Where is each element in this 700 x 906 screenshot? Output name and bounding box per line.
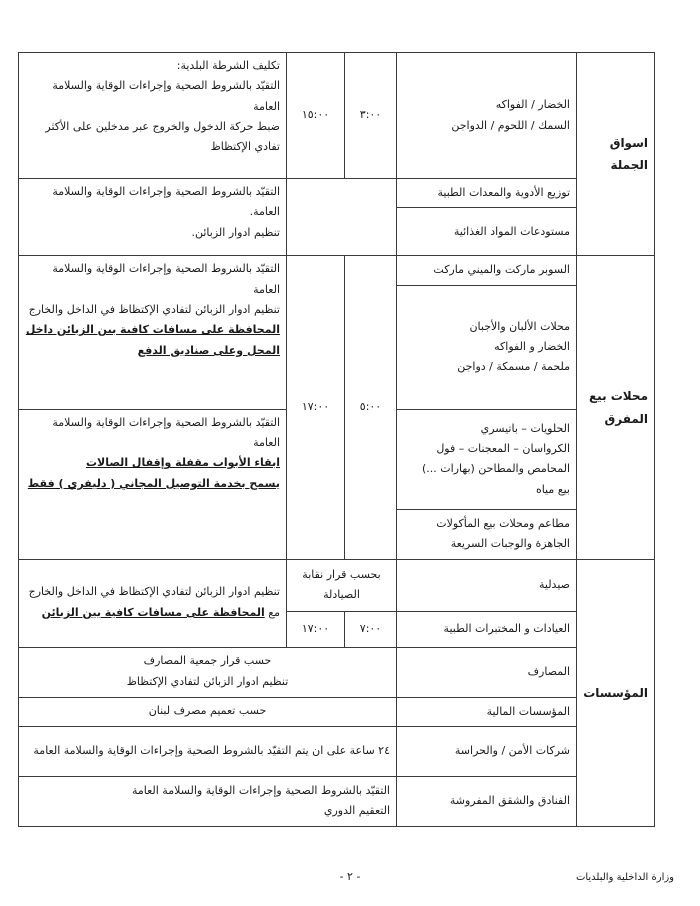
time-to-clinics: ١٧:٠٠ (287, 611, 345, 647)
sweets-label-4: بيع مياه (535, 482, 570, 496)
row-supermarket-label: السوبر ماركت والميني ماركت (397, 256, 577, 285)
note-line: التقيّد بالشروط الصحية وإجراءات الوقاية والسلامة العامة (131, 783, 390, 797)
note-line: تنظيم ادوار الزبائن لتفادي الإكتظاظ (126, 674, 289, 688)
health-note-prefix: تنظيم ادوار الزبائن لتفادي الإكتظاظ في الداخل والخارج مع (28, 585, 280, 619)
note-line: تكليف الشرطة البلدية: (176, 59, 280, 72)
dairy-label-1: محلات الألبان والأجبان (469, 319, 570, 333)
category-wholesale-markets: اسواق الجملة (577, 53, 655, 256)
notes-security (19, 727, 397, 777)
row-medicine-label: توزيع الأدوية والمعدات الطبية (397, 179, 577, 208)
note-line: التعقيم الدوري (323, 804, 390, 818)
sweets-label-3: المحامص والمطاحن (بهارات ...) (422, 462, 570, 476)
notes-medicine (19, 179, 287, 256)
produce-label-1: الخضار / الفواكه (495, 98, 570, 112)
page-number: - ٢ - (339, 870, 361, 883)
category-retail: محلات بيع المفرق (577, 256, 655, 559)
dairy-label-3: ملحمة / مسمكة / دواجن (457, 360, 570, 374)
notes-hotels (19, 777, 397, 827)
restaurants-label-1: مطاعم ومحلات بيع المأكولات (436, 516, 570, 530)
row-pharmacy-label: صيدلية (397, 559, 577, 611)
produce-label-2: السمك / اللحوم / الدواجن (451, 118, 570, 132)
row-dairy-labels (397, 285, 577, 409)
note-line: حسب تعميم مصرف لبنان (148, 704, 267, 718)
time-from-wholesale: ٣:٠٠ (345, 53, 397, 179)
note-line: ٢٤ ساعة على ان يتم التقيّد بالشروط الصحية وإجراءات الوقاية والسلامة العامة (33, 743, 390, 757)
note-line: التقيّد بالشروط الصحية وإجراءات الوقاية والسلامة العامة (52, 79, 280, 113)
notes-wholesale (19, 53, 287, 179)
time-from-retail: ٥:٠٠ (345, 256, 397, 559)
restaurants-label-2: الجاهزة والوجبات السريعة (450, 537, 570, 551)
note-line-emphasis: يسمح بخدمة التوصيل المجاني ( دليفري ) فقط (27, 476, 280, 490)
row-banks-label: المصارف (397, 647, 577, 697)
notes-retail-b (19, 409, 287, 559)
row-sweets-labels (397, 409, 577, 509)
time-to-retail: ١٧:٠٠ (287, 256, 345, 559)
regulations-table (18, 52, 655, 827)
row-produce-labels (397, 53, 577, 179)
dairy-label-2: الخضار و الفواكه (494, 340, 570, 354)
row-security-label: شركات الأمن / والحراسة (397, 727, 577, 777)
notes-health (19, 559, 287, 647)
row-hotels-label: الفنادق والشقق المفروشة (397, 777, 577, 827)
row-food-warehouses-label: مستودعات المواد الغذائية (397, 208, 577, 256)
time-from-clinics: ٧:٠٠ (345, 611, 397, 647)
note-line-emphasis: ابقاء الأبواب مقفلة وإقفال الصالات (85, 456, 280, 470)
notes-retail-a (19, 256, 287, 409)
notes-financial (19, 697, 397, 726)
notes-banks (19, 647, 397, 697)
note-line-emphasis: المحافظة على مسافات كافية بين الزبائن داخل المحل وعلى صناديق الدفع (25, 323, 280, 357)
row-financial-label: المؤسسات المالية (397, 697, 577, 726)
note-line: تنظيم ادوار الزبائن لتفادي الإكتظاظ في الداخل والخارج (28, 303, 280, 317)
note-line: التقيّد بالشروط الصحية وإجراءات الوقاية والسلامة العامة (52, 262, 280, 296)
note-line: ضبط حركة الدخول والخروج عبر مدخلين على الأكثر تفادي الإكتظاظ (45, 120, 280, 154)
time-pharmacy: بحسب قرار نقابة الصيادلة (287, 559, 397, 611)
sweets-label-1: الحلويات – باتيسري (480, 421, 570, 435)
category-institutions: المؤسسات (577, 559, 655, 826)
note-line: حسب قرار جمعية المصارف (143, 654, 272, 668)
time-empty-medicine (287, 179, 397, 256)
ministry-footer: وزارة الداخلية والبلديات (575, 872, 674, 883)
note-line: التقيّد بالشروط الصحية وإجراءات الوقاية والسلامة العامة. (52, 185, 280, 219)
time-to-wholesale: ١٥:٠٠ (287, 53, 345, 179)
health-note-emphasis: المحافظة على مسافات كافية بين الزبائن (41, 605, 265, 619)
row-restaurants-labels (397, 509, 577, 559)
note-line: التقيّد بالشروط الصحية وإجراءات الوقاية والسلامة العامة (52, 415, 280, 450)
sweets-label-2: الكرواسان – المعجنات – فول (436, 441, 570, 455)
note-line: تنظيم ادوار الزبائن. (191, 225, 280, 239)
row-clinics-label: العيادات و المختبرات الطبية (397, 611, 577, 647)
